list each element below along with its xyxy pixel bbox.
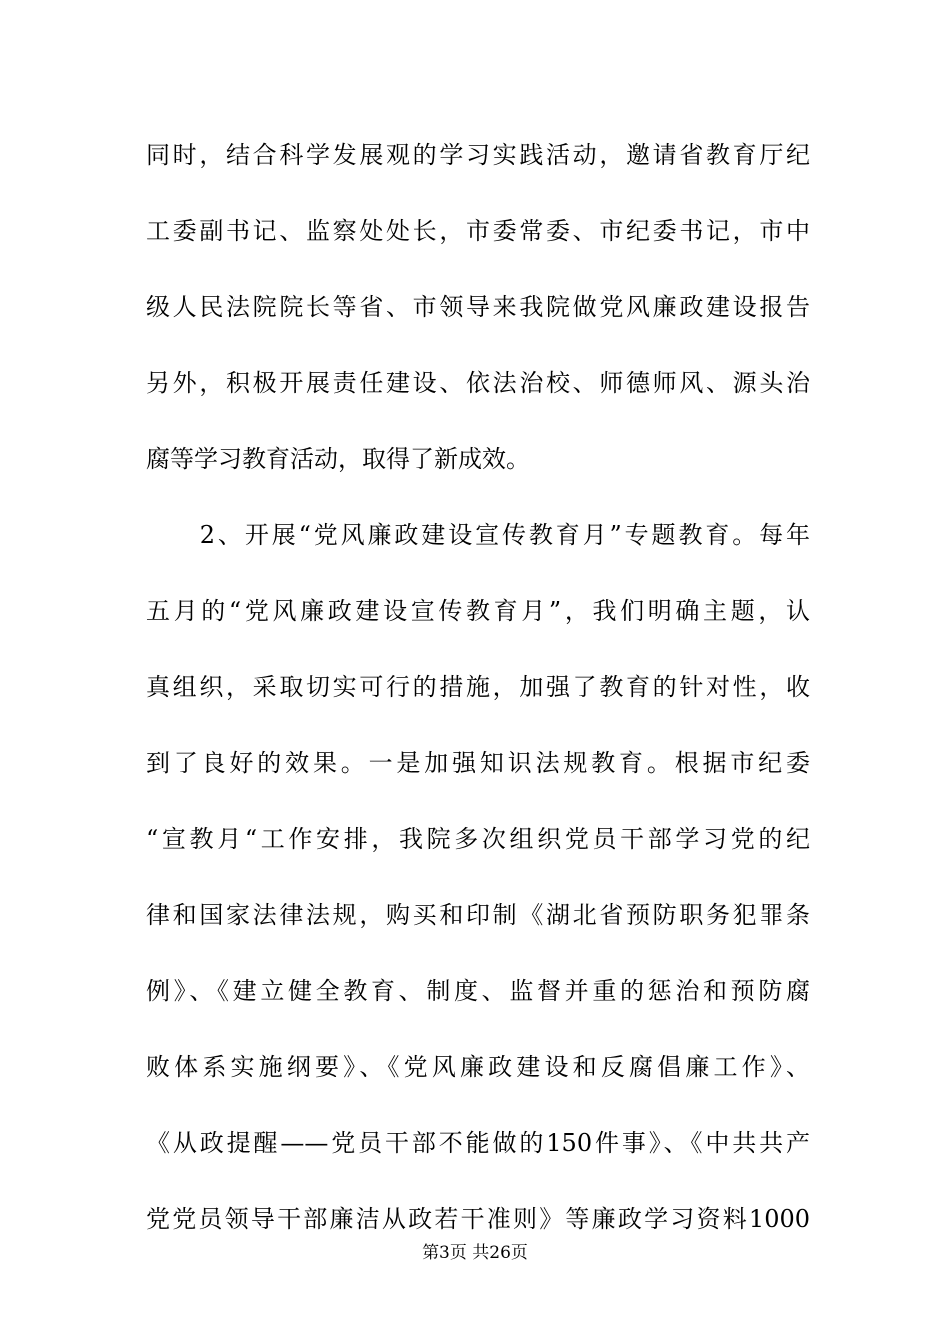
text-line: 《从政提醒——党员干部不能做的150件事》、《中共共产	[146, 1129, 810, 1157]
text-line: “宣教月“工作安排，我院多次组织党员干部学习党的纪	[146, 825, 810, 853]
text-line: 同时，结合科学发展观的学习实践活动，邀请省教育厅纪	[146, 141, 810, 169]
text-line: 到了良好的效果。一是加强知识法规教育。根据市纪委	[146, 749, 810, 777]
text-line: 败体系实施纲要》、《党风廉政建设和反腐倡廉工作》、	[146, 1053, 810, 1081]
body-text	[146, 130, 810, 1270]
page-number-footer: 第3页 共26页	[422, 1243, 528, 1263]
text-line: 工委副书记、监察处处长，市委常委、市纪委书记，市中	[146, 217, 810, 245]
text-line: 律和国家法律法规，购买和印制《湖北省预防职务犯罪条	[146, 901, 810, 929]
text-line: 例》、《建立健全教育、制度、监督并重的惩治和预防腐	[146, 977, 810, 1005]
paragraph-end-line: 腐等学习教育活动，取得了新成效。	[146, 445, 530, 473]
text-line: 真组织，采取切实可行的措施，加强了教育的针对性，收	[146, 673, 810, 701]
text-line: 党党员领导干部廉洁从政若干准则》等廉政学习资料1000	[146, 1205, 810, 1233]
text-line: 五月的“党风廉政建设宣传教育月”，我们明确主题，认	[146, 597, 810, 625]
text-line: 级人民法院院长等省、市领导来我院做党风廉政建设报告	[146, 293, 810, 321]
text-line: 另外，积极开展责任建设、依法治校、师德师风、源头治	[146, 369, 810, 397]
text-line: 2、开展“党风廉政建设宣传教育月”专题教育。每年	[146, 521, 810, 549]
